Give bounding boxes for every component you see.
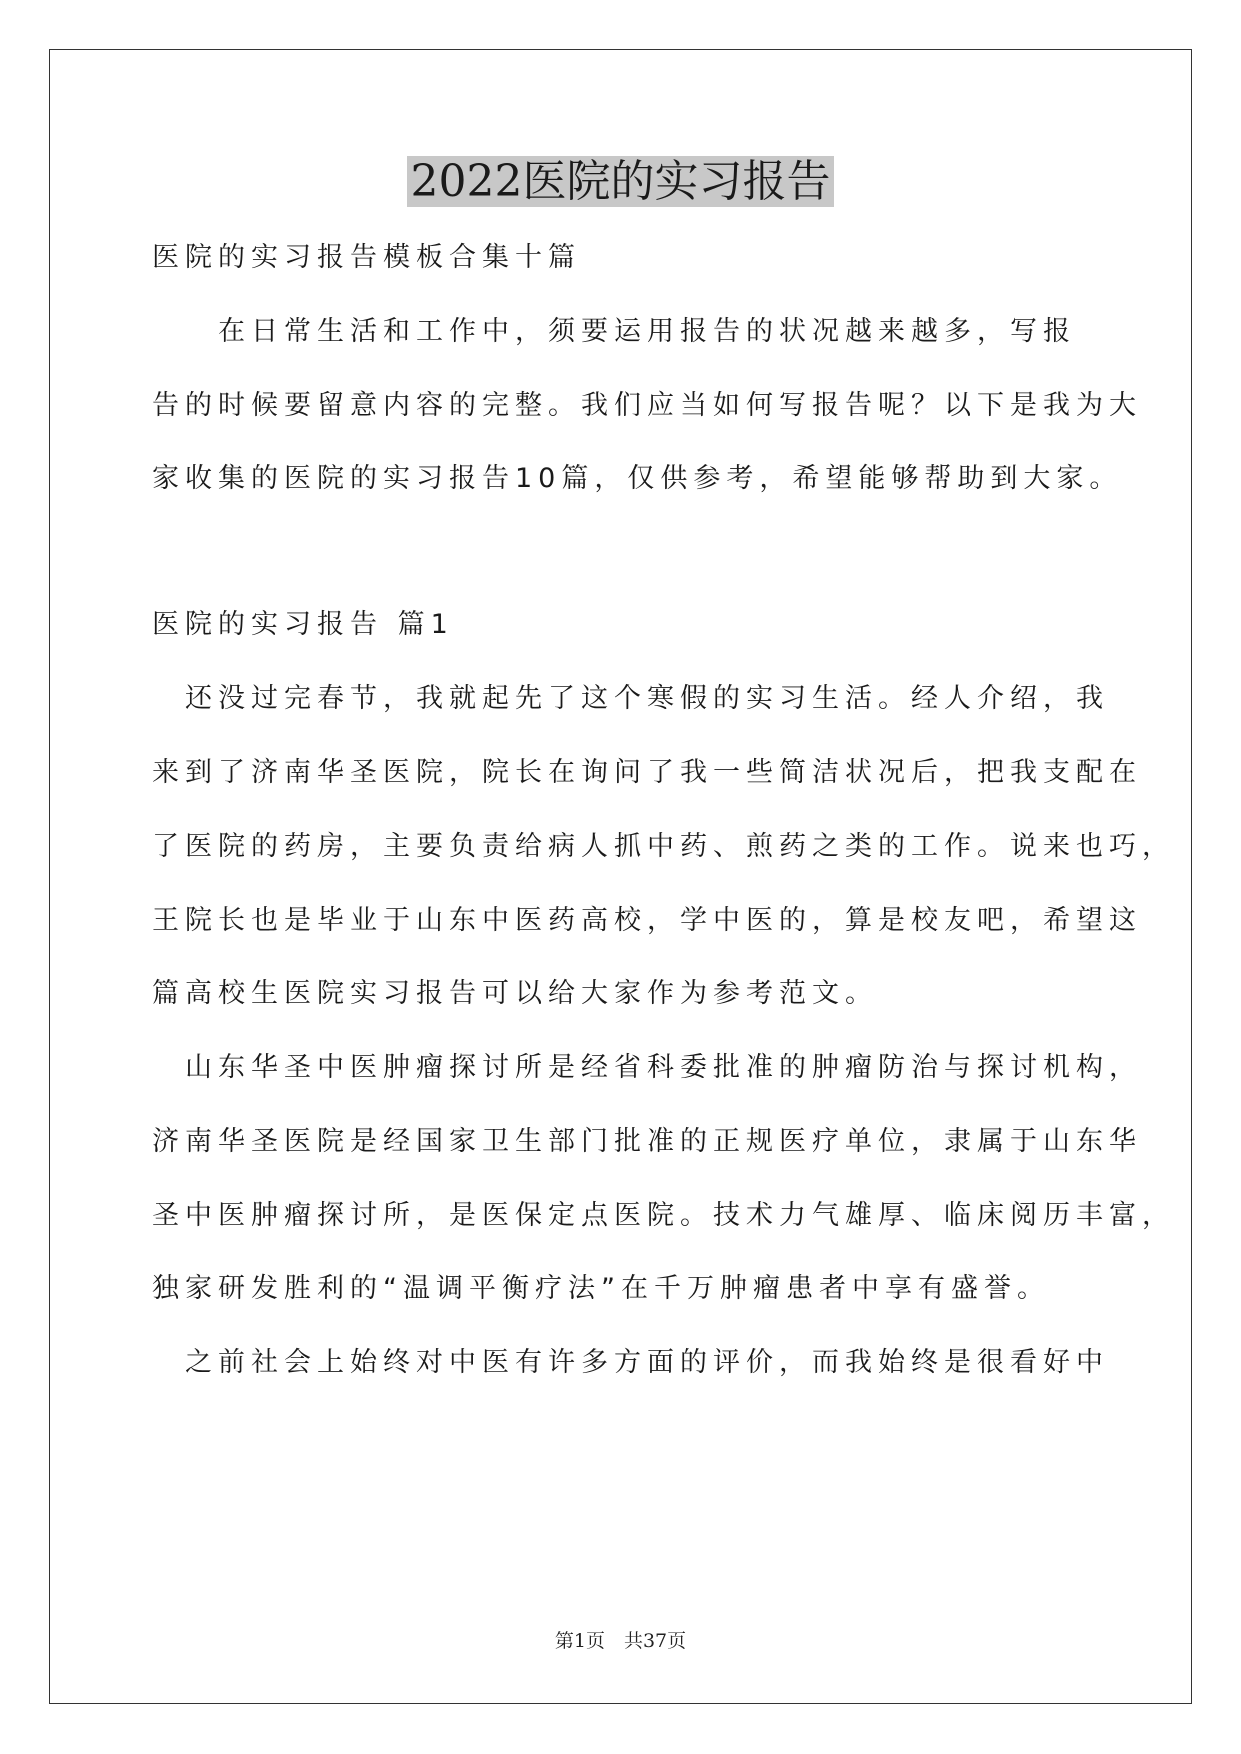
- paragraph1-line-4: 王院长也是毕业于山东中医药高校，学中医的，算是校友吧，希望这: [152, 905, 1142, 936]
- paragraph1-line-3: 了医院的药房，主要负责给病人抓中药、煎药之类的工作。说来也巧，: [152, 831, 1175, 862]
- intro-line-2: 告的时候要留意内容的完整。我们应当如何写报告呢？以下是我为大: [152, 390, 1142, 421]
- paragraph1-line-1: 还没过完春节，我就起先了这个寒假的实习生活。经人介绍，我: [152, 683, 1109, 714]
- page-footer: 第1页 共37页: [554, 1630, 687, 1652]
- intro-line-1: 在日常生活和工作中，须要运用报告的状况越来越多，写报: [152, 316, 1076, 347]
- paragraph2-line-1: 山东华圣中医肿瘤探讨所是经省科委批准的肿瘤防治与探讨机构，: [152, 1052, 1142, 1083]
- paragraph2-line-3: 圣中医肿瘤探讨所，是医保定点医院。技术力气雄厚、临床阅历丰富，: [152, 1200, 1175, 1231]
- document-title-text: 2022医院的实习报告: [407, 156, 835, 207]
- page-border: [49, 49, 1192, 1704]
- document-subtitle: 医院的实习报告模板合集十篇: [152, 242, 581, 273]
- paragraph2-line-2: 济南华圣医院是经国家卫生部门批准的正规医疗单位，隶属于山东华: [152, 1126, 1142, 1157]
- paragraph1-line-2: 来到了济南华圣医院，院长在询问了我一些简洁状况后，把我支配在: [152, 757, 1142, 788]
- paragraph1-line-5: 篇高校生医院实习报告可以给大家作为参考范文。: [152, 978, 878, 1009]
- paragraph2-line-4: 独家研发胜利的“温调平衡疗法”在千万肿瘤患者中享有盛誉。: [152, 1273, 1050, 1304]
- document-title: [0, 152, 1241, 212]
- section-heading: 医院的实习报告 篇1: [152, 609, 454, 640]
- intro-line-3: 家收集的医院的实习报告10篇，仅供参考，希望能够帮助到大家。: [152, 463, 1123, 494]
- paragraph3-line-1: 之前社会上始终对中医有许多方面的评价，而我始终是很看好中: [152, 1347, 1109, 1378]
